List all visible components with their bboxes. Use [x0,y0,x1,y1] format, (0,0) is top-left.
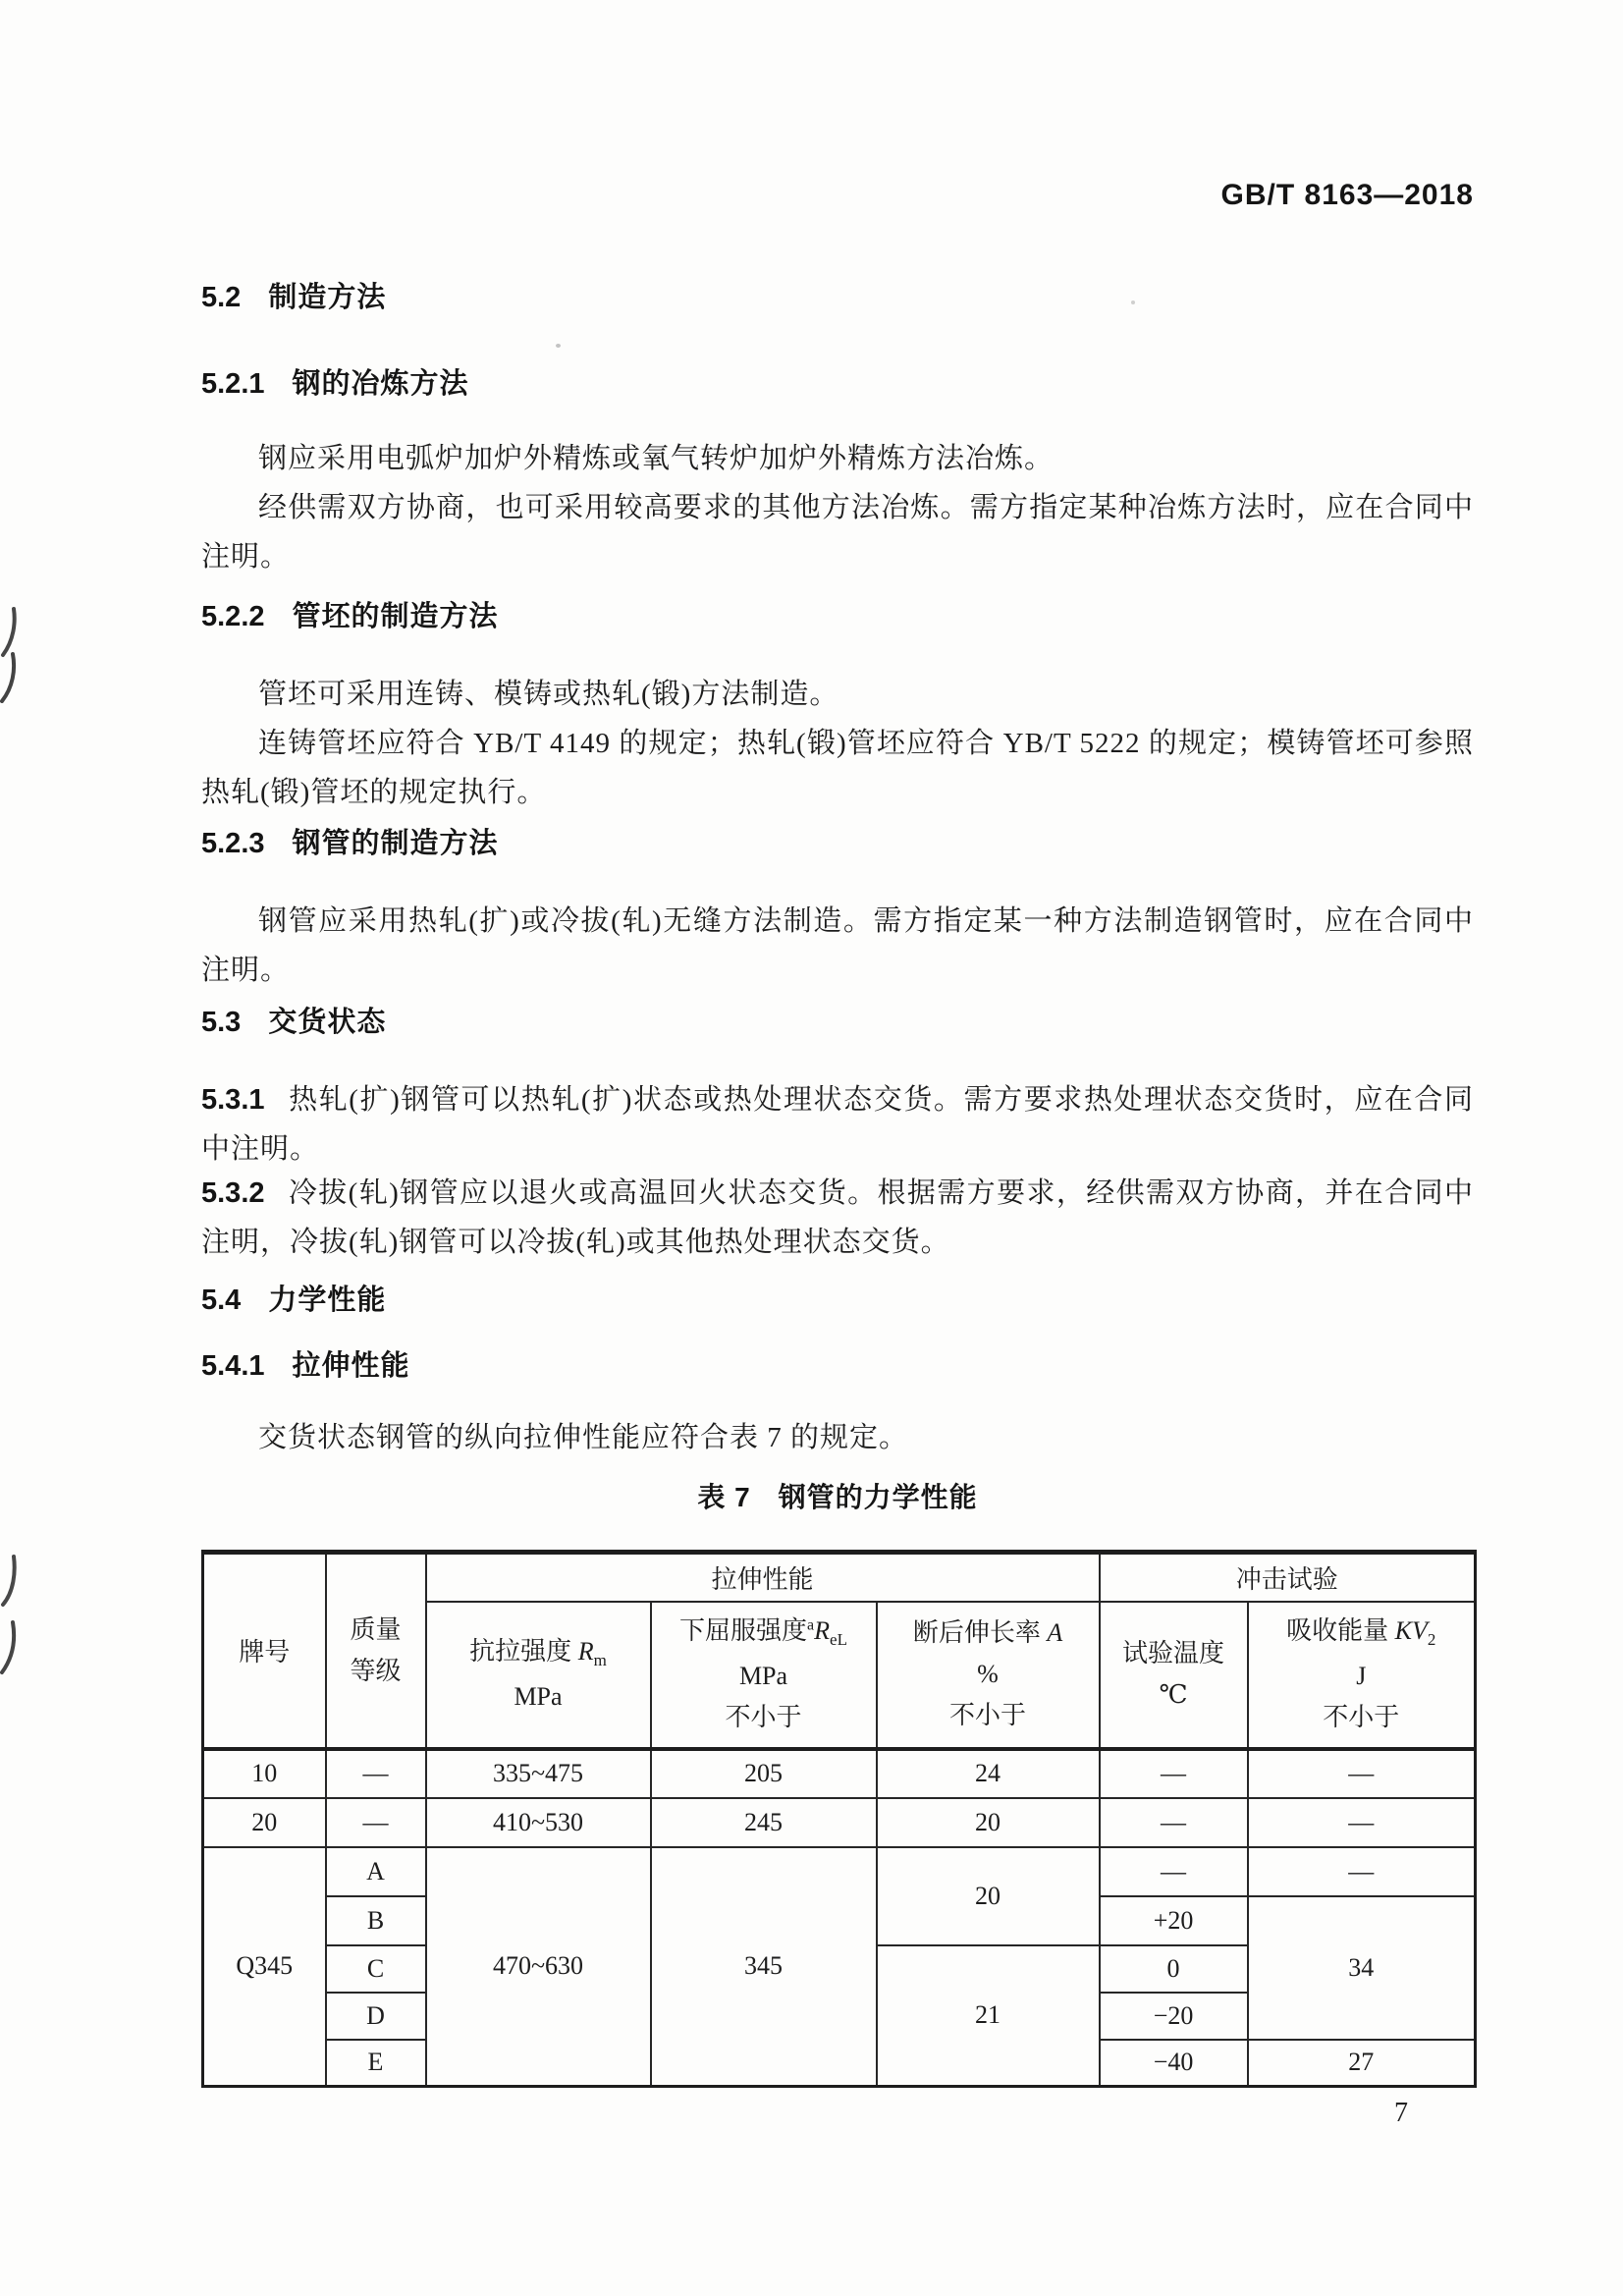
table-7 [201,1550,1477,2088]
table7-caption-label: 表 7 [697,1482,751,1512]
page-number: 7 [1394,2098,1408,2128]
cell-kv-e: 27 [1248,2040,1476,2087]
heading-number: 5.3 [201,1007,242,1038]
paragraph-5-2-2-b: 连铸管坯应符合 YB/T 4149 的规定；热轧(锻)管坯应符合 YB/T 5222 的规定；模铸管坯可参照热轧(锻)管坯的规定执行。 [201,728,1474,808]
cell-brand-20: 20 [203,1798,326,1847]
clause-number: 5.3.1 [201,1084,265,1116]
rm-label [469,1637,607,1670]
cell-rm-10: 335~475 [426,1749,651,1798]
cell-temp-c: 0 [1100,1945,1248,1993]
cell-grade-d: D [326,1993,426,2040]
heading-title: 管坯的制造方法 [292,601,499,632]
cell-brand-10: 10 [203,1749,326,1798]
cell-temp-d: −20 [1100,1993,1248,2040]
heading-number: 5.2.2 [201,601,265,632]
kv-subscript: 2 [1427,1630,1436,1650]
rel-symbol: R [814,1616,831,1646]
heading-5-4-1 [201,1343,410,1384]
rel-label [679,1616,847,1650]
paragraph-5-2-3: 钢管应采用热轧(扩)或冷拔(轧)无缝方法制造。需方指定某一种方法制造钢管时，应在合同中注明。 [201,905,1474,986]
cell-rel-10: 205 [651,1749,877,1798]
col-header-quality-line2: 等级 [350,1656,402,1685]
rel-condition: 不小于 [725,1702,802,1731]
heading-5-2-3 [201,821,499,861]
cell-elong-cde: 21 [877,1945,1100,2087]
cell-temp-10: — [1100,1749,1248,1798]
paragraph-5-3-1 [201,1075,1474,1174]
rm-unit: MPa [514,1681,563,1711]
group-header-impact: 冲击试验 [1100,1553,1476,1602]
heading-title: 钢管的制造方法 [292,828,499,859]
elong-label [913,1618,1062,1648]
elong-label-text: 断后伸长率 [912,1618,1048,1648]
heading-5-2-2 [201,594,499,634]
rel-label-text: 下屈服强度 [679,1616,808,1646]
cell-kv-a: — [1248,1847,1476,1896]
cell-temp-20: — [1100,1798,1248,1847]
clause-text: 冷拔(轧)钢管应以退火或高温回火状态交货。根据需方要求，经供需双方协商，并在合同中注明，冷拔(轧)钢管可以冷拔(轧)或其他热处理状态交货。 [201,1177,1474,1258]
rm-symbol: R [577,1637,594,1667]
heading-5-2-1 [201,361,469,402]
kv-symbol: KV [1394,1616,1428,1646]
paragraph-5-2-1-b: 经供需双方协商，也可采用较高要求的其他方法冶炼。需方指定某种冶炼方法时，应在合同中注明。 [201,492,1474,573]
rm-subscript: m [593,1651,607,1670]
clause-text: 热轧(扩)钢管可以热轧(扩)状态或热处理状态交货。需方要求热处理状态交货时，应在合同中注明。 [201,1084,1474,1165]
doc-number: GB/T 8163—2018 [1220,179,1474,211]
elong-symbol: A [1047,1618,1063,1648]
cell-rel-q345: 345 [651,1847,877,2087]
scan-speck [556,344,561,348]
cell-rm-20: 410~530 [426,1798,651,1847]
heading-number: 5.2.3 [201,828,265,859]
cell-kv-10: — [1248,1749,1476,1798]
table-row [203,1847,1476,1896]
paragraph-5-3-2 [201,1169,1474,1267]
cell-rm-q345: 470~630 [426,1847,651,2087]
col-header-quality-line1: 质量 [350,1614,402,1644]
col-header-temp [1100,1602,1248,1749]
heading-title: 交货状态 [268,1007,387,1038]
col-header-elongation [877,1602,1100,1749]
scan-speck [1131,301,1135,304]
kv-unit: J [1356,1661,1367,1690]
kv-label [1286,1616,1435,1650]
elong-unit: % [977,1660,999,1689]
heading-5-4 [201,1278,386,1318]
heading-5-2 [201,275,386,315]
paragraph-5-2-2-a: 管坯可采用连铸、模铸或热轧(锻)方法制造。 [258,679,839,710]
rel-unit: MPa [738,1661,788,1690]
cell-grade-a: A [326,1847,426,1896]
col-header-kv [1248,1602,1476,1749]
heading-title: 力学性能 [268,1285,387,1316]
cell-elong-ab: 20 [877,1847,1100,1945]
table7-caption [201,1476,1474,1515]
scan-mark-icon [0,1555,18,1608]
col-header-rel [651,1602,877,1749]
cell-elong-20: 20 [877,1798,1100,1847]
elong-condition: 不小于 [949,1700,1027,1729]
cell-grade-10: — [326,1749,426,1798]
col-header-brand: 牌号 [203,1553,326,1749]
cell-grade-20: — [326,1798,426,1847]
scan-mark-icon [0,1620,18,1675]
col-header-rm [426,1602,651,1749]
heading-number: 5.4 [201,1285,242,1316]
cell-brand-q345: Q345 [203,1847,326,2087]
paragraph-5-2-1-a: 钢应采用电弧炉加炉外精炼或氧气转炉加炉外精炼方法冶炼。 [258,443,1055,474]
cell-temp-b: +20 [1100,1896,1248,1945]
heading-title: 制造方法 [268,282,387,313]
heading-number: 5.4.1 [201,1350,265,1382]
cell-temp-a: — [1100,1847,1248,1896]
kv-label-text: 吸收能量 [1286,1616,1395,1646]
group-header-tensile: 拉伸性能 [426,1553,1100,1602]
rel-footnote-mark: a [807,1616,815,1634]
kv-condition: 不小于 [1323,1702,1400,1731]
heading-number: 5.2.1 [201,368,265,400]
rm-label-text: 抗拉强度 [469,1637,578,1667]
col-header-quality [326,1553,426,1749]
cell-elong-10: 24 [877,1749,1100,1798]
cell-grade-c: C [326,1945,426,1993]
cell-rel-20: 245 [651,1798,877,1847]
rel-subscript: eL [830,1630,847,1650]
heading-5-3 [201,1000,386,1040]
temp-unit: ℃ [1159,1680,1188,1709]
heading-title: 钢的冶炼方法 [292,368,469,400]
cell-kv-bcd: 34 [1248,1896,1476,2040]
heading-title: 拉伸性能 [292,1350,410,1382]
cell-temp-e: −40 [1100,2040,1248,2087]
table-row [203,1798,1476,1847]
table7-caption-title: 钢管的力学性能 [778,1482,978,1512]
paragraph-5-4-1: 交货状态钢管的纵向拉伸性能应符合表 7 的规定。 [258,1422,909,1453]
cell-grade-b: B [326,1896,426,1945]
table-row [203,1749,1476,1798]
scan-mark-icon [0,652,18,703]
temp-label: 试验温度 [1122,1639,1225,1668]
heading-number: 5.2 [201,282,242,313]
cell-grade-e: E [326,2040,426,2087]
cell-kv-20: — [1248,1798,1476,1847]
clause-number: 5.3.2 [201,1177,265,1209]
scan-mark-icon [0,607,18,658]
